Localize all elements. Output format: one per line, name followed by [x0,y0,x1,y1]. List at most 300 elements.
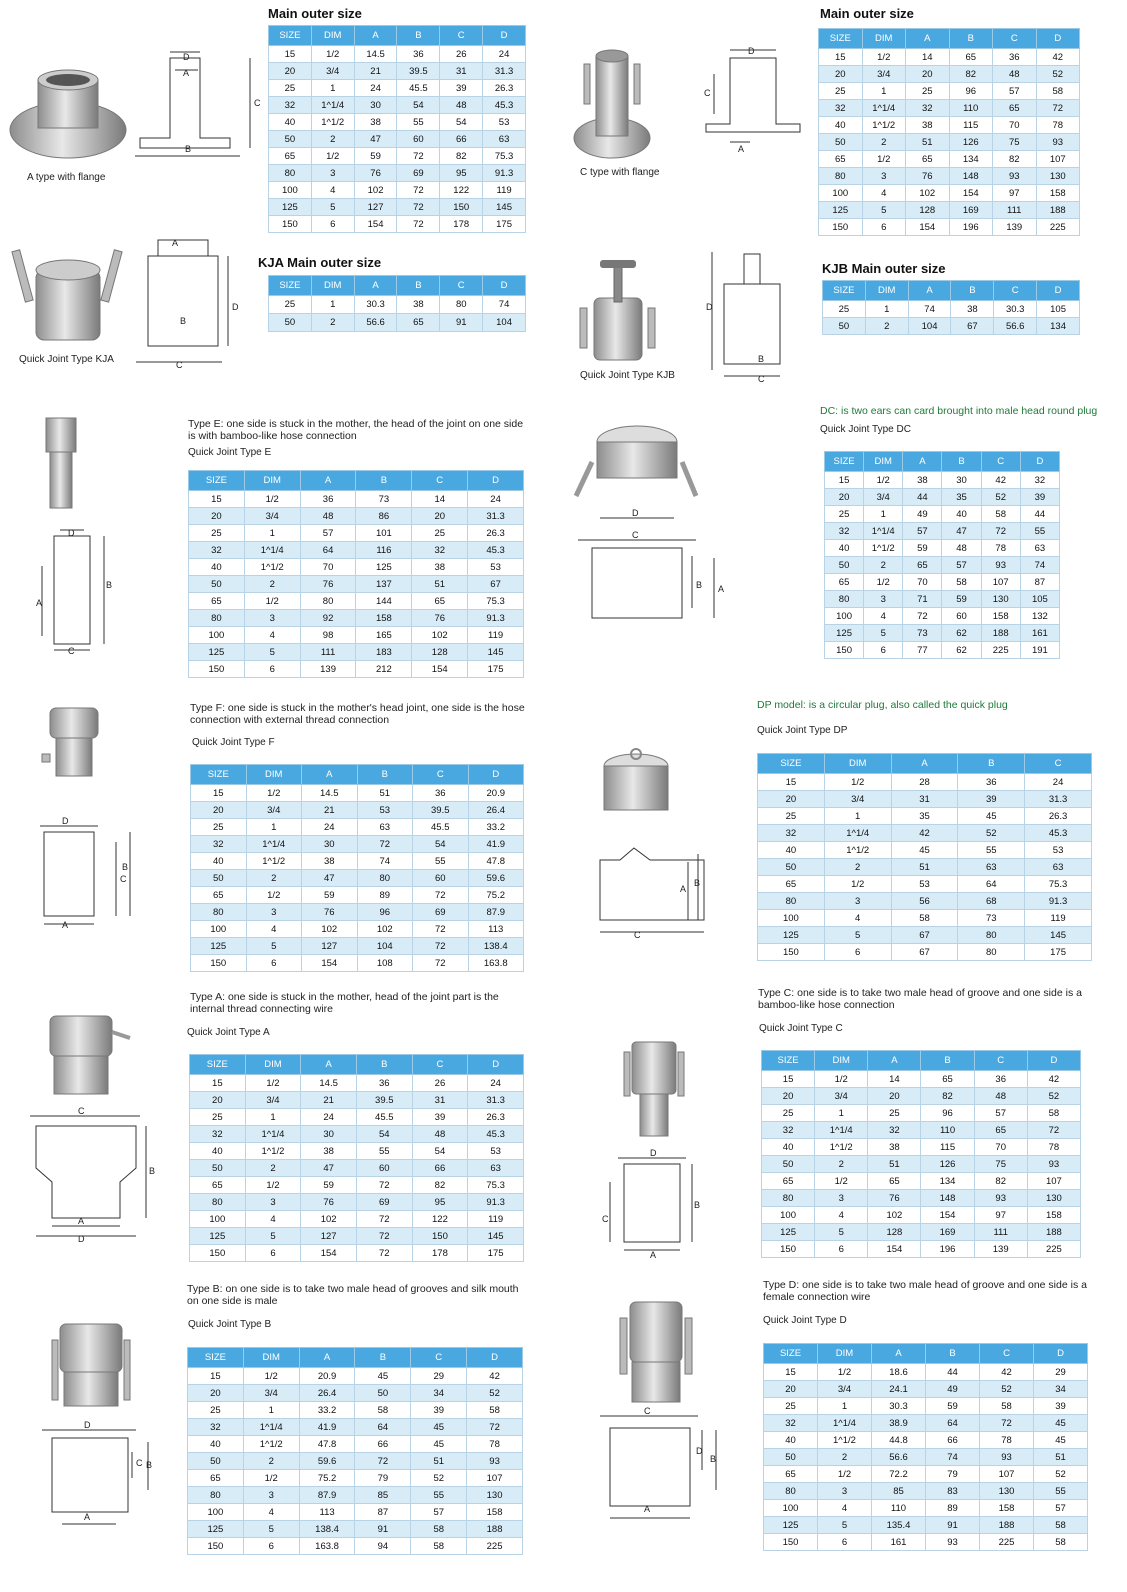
table-cell: 1^1/4 [243,1419,299,1436]
table-cell: 104 [483,314,526,332]
table-cell: 24 [302,819,358,836]
table-cell: 36 [993,49,1037,66]
table-row [190,1211,524,1228]
svg-text:C: C [254,98,261,108]
table-cell: 25 [189,525,245,542]
table-cell: 75.2 [299,1470,355,1487]
column-header: A [302,765,358,785]
table-cell: 15 [825,472,864,489]
table-cell: 25 [191,819,247,836]
table-cell: 15 [764,1364,818,1381]
table-cell: 35 [942,489,981,506]
table-cell: 2 [815,1156,868,1173]
svg-text:B: B [696,580,703,590]
table-cell: 150 [189,661,245,678]
table-cell: 5 [311,199,354,216]
table-cell: 83 [926,1483,980,1500]
table-row [190,1194,524,1211]
column-header: D [1034,1344,1088,1364]
table-cell: 55 [958,842,1025,859]
table-cell: 91 [926,1517,980,1534]
table-cell: 45.5 [397,80,440,97]
table-cell: 34 [1034,1381,1088,1398]
table-cell: 60 [356,1160,412,1177]
table-cell: 50 [819,134,863,151]
table-cell: 80 [762,1190,815,1207]
table-cell: 21 [354,63,397,80]
table-cell: 55 [1020,523,1059,540]
table-row [762,1105,1081,1122]
table-cell: 77 [903,642,942,659]
table-cell: 54 [412,1143,468,1160]
table-cell: 158 [1036,185,1080,202]
table-header-row [269,26,526,46]
table-cell: 32 [906,100,950,117]
table-cell: 74 [908,301,951,318]
table-cell: 158 [981,608,1020,625]
table-cell: 150 [440,199,483,216]
kjb-drawing [704,244,800,384]
table-cell: 20 [269,63,312,80]
table-cell: 48 [440,97,483,114]
table-cell: 73 [958,910,1025,927]
table-cell: 1/2 [243,1368,299,1385]
table-cell: 1^1/2 [824,842,891,859]
table-cell: 36 [300,491,356,508]
table-cell: 45.3 [483,97,526,114]
table-cell: 40 [825,540,864,557]
table-cell: 14.5 [302,785,358,802]
table-cell: 25 [188,1402,244,1419]
table-cell: 80 [191,904,247,921]
table-cell: 32 [1020,472,1059,489]
table-cell: 73 [356,491,412,508]
table-cell: 64 [958,876,1025,893]
table-row [189,593,524,610]
table-cell: 36 [397,46,440,63]
table-cell: 188 [467,1521,523,1538]
table-cell: 40 [190,1143,246,1160]
table-cell: 71 [903,591,942,608]
table-cell: 119 [468,627,524,644]
table-cell: 5 [864,625,903,642]
table-cell: 65 [974,1122,1027,1139]
table-row [758,927,1092,944]
table-cell: 65 [269,148,312,165]
table-cell: 125 [819,202,863,219]
table-cell: 82 [974,1173,1027,1190]
table-cell: 20 [758,791,825,808]
table-row [269,296,526,314]
table-cell: 29 [1034,1364,1088,1381]
type-dc-label: Quick Joint Type DC [820,424,911,435]
table-cell: 100 [191,921,247,938]
table-cell: 91.3 [468,610,524,627]
table-cell: 40 [191,853,247,870]
table-cell: 24 [301,1109,357,1126]
table-cell: 113 [468,921,524,938]
table-cell: 32 [269,97,312,114]
table-cell: 38 [951,301,994,318]
table-cell: 110 [949,100,993,117]
table-row [758,859,1092,876]
table-cell: 52 [411,1470,467,1487]
table-cell: 6 [824,944,891,961]
table-cell: 102 [302,921,358,938]
table-cell: 54 [356,1126,412,1143]
table-cell: 3 [246,904,302,921]
table-cell: 50 [191,870,247,887]
column-header: A [868,1051,921,1071]
table-header-row [823,281,1080,301]
table-cell: 1 [864,506,903,523]
table-cell: 26.3 [468,525,524,542]
c-flange-caption: C type with flange [580,167,660,178]
table-cell: 93 [981,557,1020,574]
kjb-spec-table [822,280,1080,335]
table-cell: 50 [190,1160,246,1177]
column-header: SIZE [758,754,825,774]
column-header: SIZE [823,281,866,301]
column-header: B [949,29,993,49]
table-cell: 29 [411,1368,467,1385]
table-cell: 72 [413,955,469,972]
table-cell: 72 [356,1211,412,1228]
table-cell: 45 [411,1419,467,1436]
table-row [189,525,524,542]
table-cell: 38 [354,114,397,131]
table-cell: 39 [1034,1398,1088,1415]
table-cell: 65 [188,1470,244,1487]
table-row [823,301,1080,318]
table-cell: 158 [980,1500,1034,1517]
table-row [764,1483,1088,1500]
table-cell: 38 [302,853,358,870]
table-cell: 59 [354,148,397,165]
svg-text:D: D [632,508,639,518]
table-cell: 65 [189,593,245,610]
table-cell: 39 [411,1402,467,1419]
table-row [269,216,526,233]
table-cell: 76 [412,610,468,627]
table-cell: 41.9 [468,836,524,853]
table-row [269,131,526,148]
table-cell: 78 [1027,1139,1080,1156]
table-cell: 50 [762,1156,815,1173]
type-e-spec-table [188,470,524,678]
table-cell: 58 [411,1521,467,1538]
table-cell: 137 [356,576,412,593]
table-cell: 58 [1027,1105,1080,1122]
table-cell: 44.8 [872,1432,926,1449]
table-cell: 25 [868,1105,921,1122]
column-header: D [1037,281,1080,301]
table-row [825,574,1060,591]
table-cell: 6 [243,1538,299,1555]
table-cell: 54 [413,836,469,853]
table-cell: 48 [974,1088,1027,1105]
table-row [191,921,524,938]
table-cell: 1^1/4 [862,100,906,117]
table-header-row [758,754,1092,774]
table-cell: 1/2 [864,574,903,591]
table-cell: 5 [818,1517,872,1534]
table-cell: 80 [758,893,825,910]
table-row [758,842,1092,859]
table-row [825,523,1060,540]
table-cell: 91 [355,1521,411,1538]
table-cell: 25 [190,1109,246,1126]
type-f-drawing [32,812,134,932]
table-cell: 122 [440,182,483,199]
table-cell: 38.9 [872,1415,926,1432]
table-row [825,489,1060,506]
table-cell: 145 [1025,927,1092,944]
table-cell: 100 [825,608,864,625]
type-d-photo [618,1298,694,1410]
table-cell: 3 [244,610,300,627]
table-row [191,785,524,802]
table-cell: 75 [974,1156,1027,1173]
table-cell: 53 [468,559,524,576]
table-cell: 89 [357,887,413,904]
table-row [762,1088,1081,1105]
table-header-row [764,1344,1088,1364]
table-cell: 2 [311,314,354,332]
table-cell: 154 [868,1241,921,1258]
table-row [764,1466,1088,1483]
table-cell: 32 [819,100,863,117]
table-row [190,1126,524,1143]
table-cell: 32 [412,542,468,559]
table-cell: 5 [246,938,302,955]
table-cell: 47 [942,523,981,540]
table-cell: 102 [412,627,468,644]
table-cell: 59.6 [299,1453,355,1470]
table-row [269,80,526,97]
table-cell: 72 [1027,1122,1080,1139]
table-cell: 3/4 [862,66,906,83]
table-cell: 95 [412,1194,468,1211]
table-cell: 40 [762,1139,815,1156]
table-cell: 93 [980,1449,1034,1466]
table-cell: 127 [302,938,358,955]
table-row [189,661,524,678]
table-cell: 15 [762,1071,815,1088]
table-cell: 48 [300,508,356,525]
table-row [191,870,524,887]
table-cell: 158 [467,1504,523,1521]
column-header: B [926,1344,980,1364]
column-header: SIZE [762,1051,815,1071]
column-header: C [412,1055,468,1075]
table-cell: 80 [764,1483,818,1500]
column-header: D [483,26,526,46]
table-cell: 1^1/4 [245,1126,301,1143]
table-cell: 95 [440,165,483,182]
table-row [188,1368,523,1385]
type-a-spec-table [189,1054,524,1262]
table-cell: 150 [269,216,312,233]
table-row [188,1538,523,1555]
table-cell: 31.3 [1025,791,1092,808]
svg-text:B: B [758,354,765,364]
table-cell: 30.3 [872,1398,926,1415]
table-cell: 31.3 [468,1092,524,1109]
table-cell: 55 [397,114,440,131]
table-cell: 130 [1027,1190,1080,1207]
svg-text:B: B [106,580,113,590]
table-row [762,1190,1081,1207]
table-cell: 1/2 [245,1075,301,1092]
table-cell: 58 [942,574,981,591]
table-cell: 175 [468,1245,524,1262]
type-dp-description: DP model: is a circular plug, also called the quick plug [757,699,1008,711]
svg-text:B: B [694,1200,701,1210]
table-cell: 66 [926,1432,980,1449]
table-row [825,625,1060,642]
table-row [758,774,1092,791]
table-cell: 4 [243,1504,299,1521]
table-cell: 139 [974,1241,1027,1258]
table-cell: 2 [862,134,906,151]
svg-text:A: A [718,584,725,594]
table-cell: 158 [1027,1207,1080,1224]
table-cell: 45.5 [413,819,469,836]
table-cell: 4 [864,608,903,625]
table-cell: 1^1/2 [246,853,302,870]
c-flange-spec-table [818,28,1080,236]
table-cell: 69 [397,165,440,182]
svg-text:C: C [78,1106,85,1116]
table-row [764,1415,1088,1432]
table-cell: 25 [819,83,863,100]
table-cell: 70 [300,559,356,576]
column-header: A [903,452,942,472]
table-cell: 178 [440,216,483,233]
table-cell: 45 [355,1368,411,1385]
table-cell: 107 [980,1466,1034,1483]
table-cell: 72 [397,182,440,199]
table-cell: 175 [1025,944,1092,961]
table-row [191,904,524,921]
table-cell: 32 [758,825,825,842]
table-cell: 5 [244,644,300,661]
table-header-row [188,1348,523,1368]
table-cell: 31 [891,791,958,808]
table-cell: 1/2 [815,1071,868,1088]
table-cell: 72 [413,938,469,955]
table-row [188,1487,523,1504]
type-a-photo [44,1012,134,1098]
table-cell: 53 [483,114,526,131]
table-cell: 3 [824,893,891,910]
table-cell: 57 [300,525,356,542]
table-cell: 175 [468,661,524,678]
table-cell: 138.4 [299,1521,355,1538]
table-cell: 48 [993,66,1037,83]
table-cell: 57 [1034,1500,1088,1517]
table-cell: 4 [246,921,302,938]
table-cell: 63 [1020,540,1059,557]
table-cell: 100 [819,185,863,202]
table-cell: 150 [188,1538,244,1555]
column-header: DIM [246,765,302,785]
column-header: SIZE [190,1055,246,1075]
column-header: D [1027,1051,1080,1071]
table-cell: 128 [906,202,950,219]
table-cell: 225 [981,642,1020,659]
table-cell: 134 [949,151,993,168]
svg-text:D: D [748,46,755,56]
type-dp-spec-table [757,753,1092,961]
svg-text:D: D [696,1446,703,1456]
table-cell: 125 [764,1517,818,1534]
table-cell: 26.4 [299,1385,355,1402]
table-cell: 62 [942,625,981,642]
table-row [190,1245,524,1262]
table-row [825,591,1060,608]
table-cell: 125 [758,927,825,944]
type-b-photo [50,1320,132,1412]
table-cell: 32 [190,1126,246,1143]
table-cell: 1^1/2 [818,1432,872,1449]
c-flange-heading: Main outer size [820,6,914,21]
table-cell: 6 [815,1241,868,1258]
table-cell: 68 [958,893,1025,910]
table-cell: 65 [190,1177,246,1194]
column-header: DIM [243,1348,299,1368]
table-cell: 67 [891,927,958,944]
table-cell: 15 [188,1368,244,1385]
svg-text:C: C [644,1406,651,1416]
table-cell: 1^1/4 [311,97,354,114]
table-row [758,808,1092,825]
table-row [269,314,526,332]
table-cell: 119 [1025,910,1092,927]
table-cell: 138.4 [468,938,524,955]
table-cell: 225 [980,1534,1034,1551]
table-row [825,540,1060,557]
table-cell: 72 [356,1177,412,1194]
table-cell: 48 [942,540,981,557]
table-cell: 104 [357,938,413,955]
table-cell: 53 [468,1143,524,1160]
svg-text:A: A [172,238,179,248]
table-cell: 3/4 [824,791,891,808]
table-cell: 86 [356,508,412,525]
table-cell: 1 [865,301,908,318]
svg-text:A: A [738,144,745,154]
table-cell: 60 [413,870,469,887]
table-cell: 80 [190,1194,246,1211]
table-cell: 59.6 [468,870,524,887]
column-header: SIZE [191,765,247,785]
table-cell: 134 [921,1173,974,1190]
table-cell: 89 [926,1500,980,1517]
table-cell: 14 [868,1071,921,1088]
table-cell: 150 [819,219,863,236]
table-cell: 127 [354,199,397,216]
table-header-row [269,276,526,296]
table-cell: 161 [872,1534,926,1551]
table-cell: 24 [468,1075,524,1092]
table-cell: 100 [188,1504,244,1521]
table-cell: 55 [356,1143,412,1160]
table-cell: 75.3 [468,593,524,610]
table-cell: 80 [825,591,864,608]
table-cell: 91.3 [483,165,526,182]
